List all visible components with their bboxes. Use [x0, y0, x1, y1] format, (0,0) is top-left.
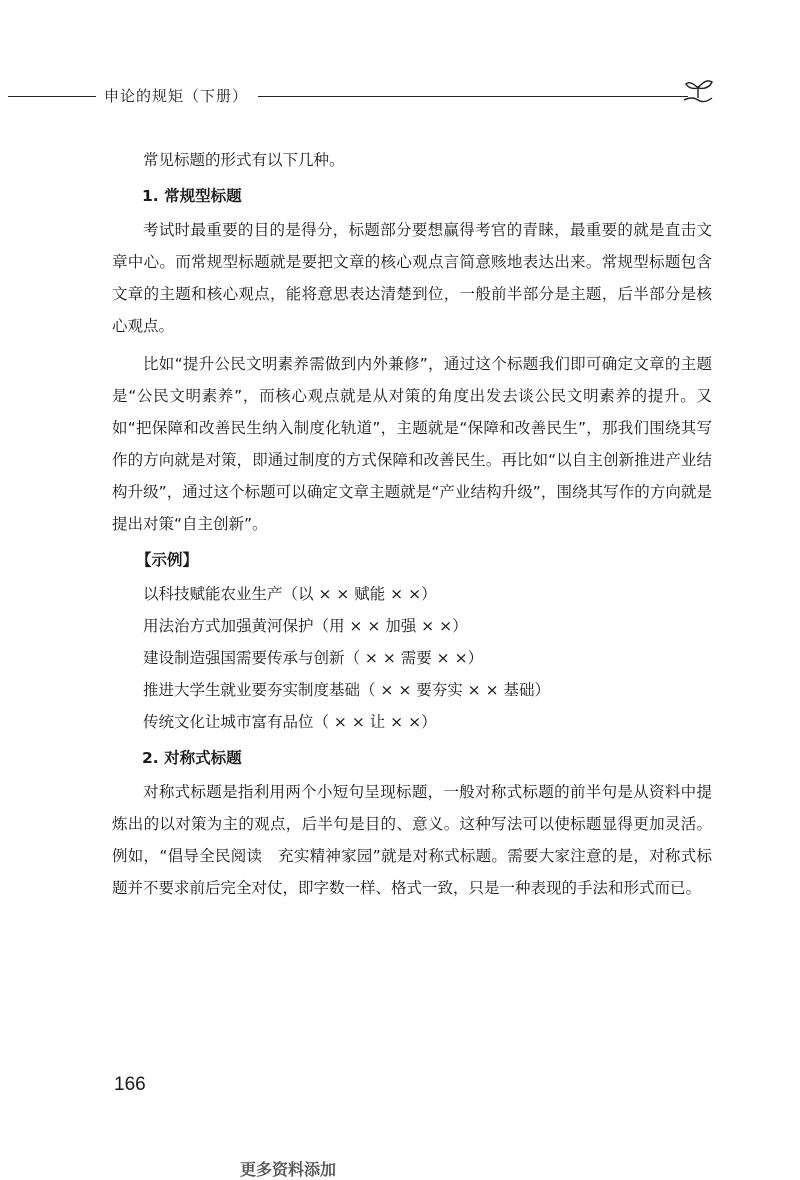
paragraph-3: 对称式标题是指利用两个小短句呈现标题，一般对称式标题的前半句是从资料中提炼出的以对策为主的观点，后半句是目的、意义。这种写法可以使标题显得更加灵活。例如，“倡导全民阅读 充实精神家园”就是对称式标题。需要大家注意的是，对称式标题并不要求前后完全对仗，即字数一样、格式一致，只是一种表现的手法和形式而已。	[112, 783, 712, 897]
header-rule-left	[8, 96, 96, 97]
section-heading-1: 1. 常规型标题	[142, 187, 242, 205]
running-header	[0, 74, 800, 114]
section-heading-2: 2. 对称式标题	[142, 749, 242, 767]
page-content	[112, 144, 712, 904]
example-item: 建设制造强国需要传承与创新（ × × 需要 × ×）	[143, 649, 484, 667]
footer-text: 更多资料添加	[240, 1160, 337, 1179]
footer-watermark	[240, 1159, 480, 1179]
book-title: 申论的规矩（下册）	[104, 87, 249, 105]
paragraph-2: 比如“提升公民文明素养需做到内外兼修”，通过这个标题我们即可确定文章的主题是“公民文明素养”，而核心观点就是从对策的角度出发去谈公民文明素养的提升。又如“把保障和改善民生纳入制度化轨道”，主题就是“保障和改善民生”，那我们围绕其写作的方向就是对策，即通过制度的方式保障和改善民生。再比如“以自主创新推进产业结构升级”，通过这个标题可以确定文章主题就是“产业结构升级”，围绕其写作的方向就是提出对策“自主创新”。	[112, 355, 712, 533]
page-number: 166	[114, 1074, 146, 1095]
sprout-icon	[682, 76, 716, 104]
example-item: 推进大学生就业要夯实制度基础（ × × 要夯实 × × 基础）	[143, 681, 551, 699]
example-label: 【示例】	[136, 551, 199, 569]
example-item: 传统文化让城市富有品位（ × × 让 × ×）	[143, 713, 437, 731]
header-rule-right	[258, 96, 688, 97]
paragraph-1: 考试时最重要的目的是得分，标题部分要想赢得考官的青睐，最重要的就是直击文章中心。而常规型标题就是要把文章的核心观点言简意赅地表达出来。常规型标题包含文章的主题和核心观点，能将意思表达清楚到位，一般前半部分是主题，后半部分是核心观点。	[112, 221, 712, 335]
intro-paragraph: 常见标题的形式有以下几种。	[143, 151, 345, 169]
example-item: 以科技赋能农业生产（以 × × 赋能 × ×）	[143, 585, 437, 603]
example-item: 用法治方式加强黄河保护（用 × × 加强 × ×）	[143, 617, 468, 635]
